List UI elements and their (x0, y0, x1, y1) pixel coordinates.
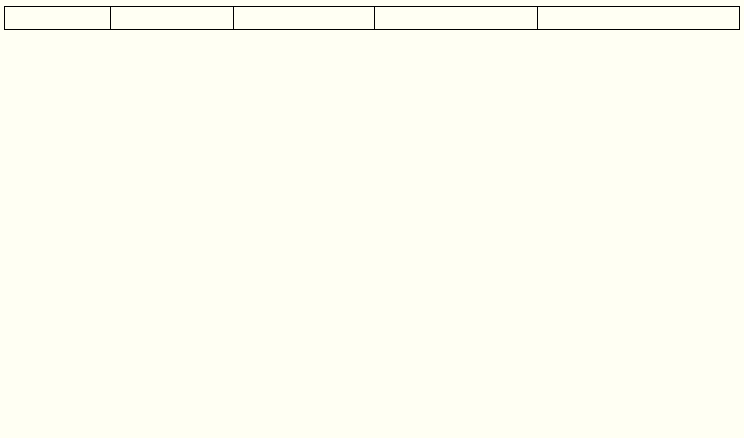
header-grandparents (111, 7, 234, 30)
pedigree-table (4, 6, 740, 30)
header-g-grandparents (234, 7, 375, 30)
header-gg-grandparents (375, 7, 538, 30)
header-row (5, 7, 740, 30)
header-ggg-grandparents (538, 7, 740, 30)
header-parents (5, 7, 111, 30)
